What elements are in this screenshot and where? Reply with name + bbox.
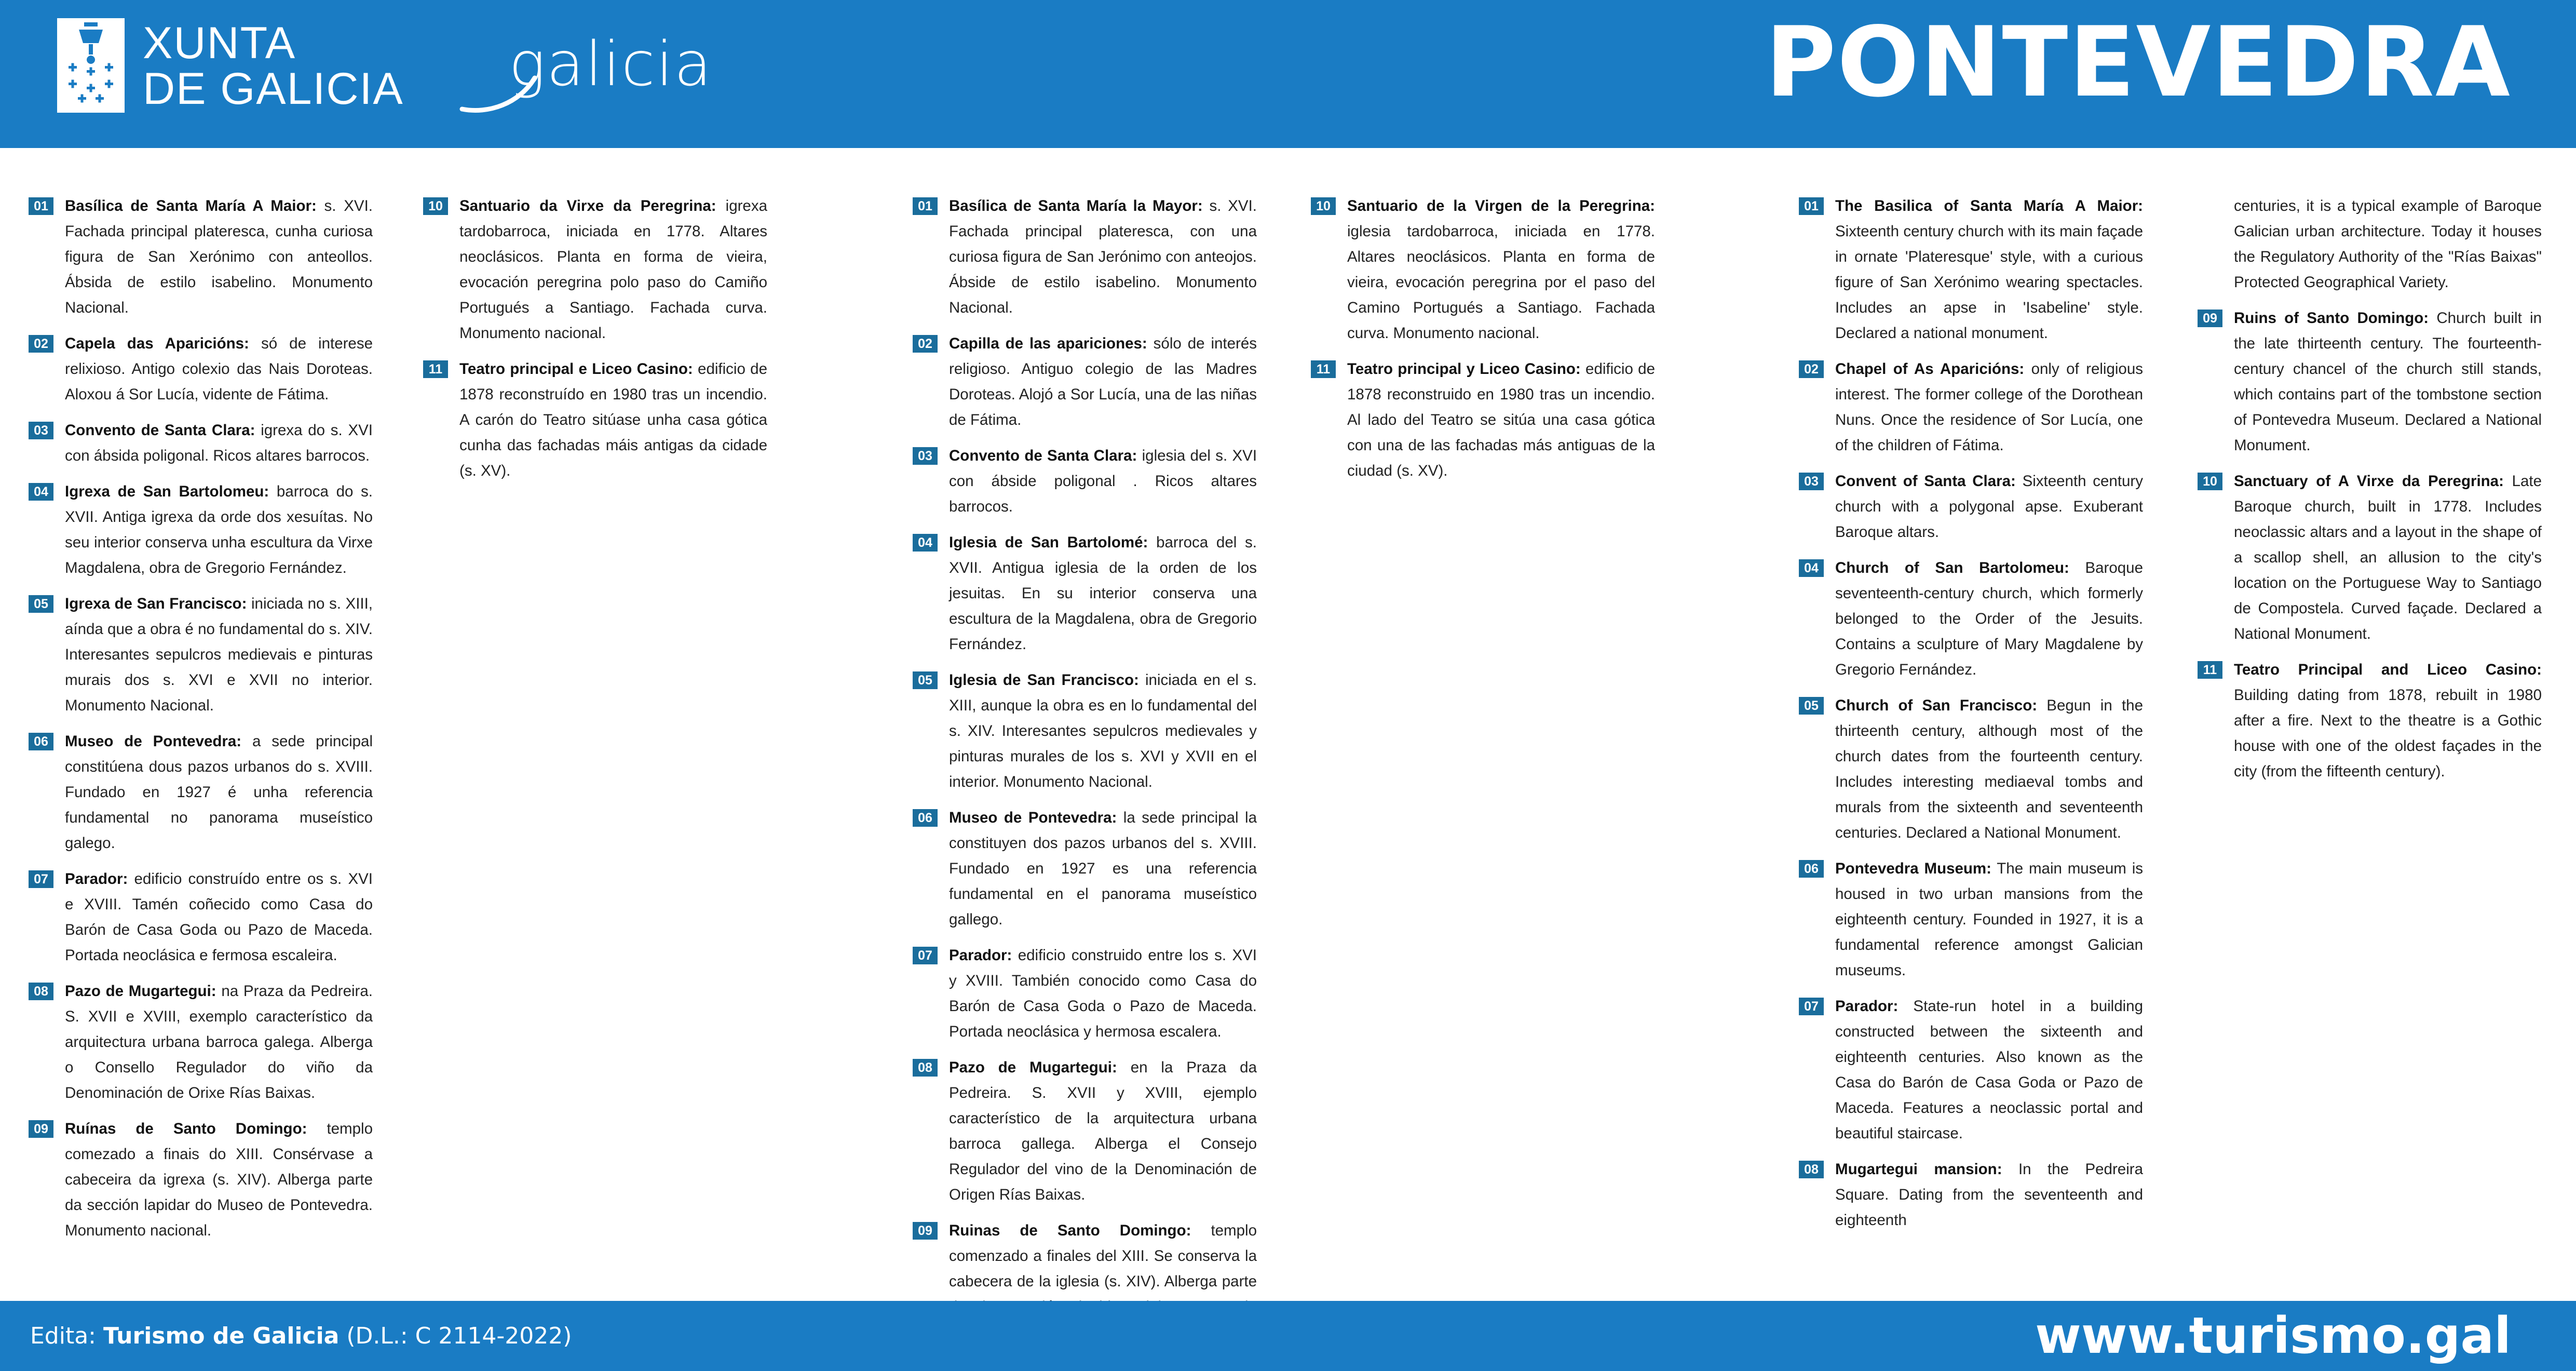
entry-name: Parador:: [949, 947, 1012, 964]
entry-number-badge: 05: [913, 671, 938, 689]
entry-description: iglesia tardobarroca, iniciada en 1778. Altares neoclásicos. Planta en forma de vieira, evocación peregrina por el paso del Camino Portugués a Santiago. Fachada curva. Monumento nacional.: [1347, 223, 1655, 342]
column-galician-2: [423, 193, 767, 494]
entry-name: Basílica de Santa María A Maior:: [65, 197, 317, 214]
entry-description: The main museum is housed in two urban mansions from the eighteenth century. Founded in 1927, it is a fundamental reference amongst Galician museums.: [1835, 860, 2143, 979]
entry-description: barroca del s. XVII. Antigua iglesia de la orden de los jesuitas. En su interior conserva una escultura de la Magdalena, obra de Gregorio Fernández.: [949, 534, 1257, 653]
entry-description: la sede principal la constituyen dos pazos urbanos del s. XVIII. Fundado en 1927 es una referencia fundamental en el panorama museístico gallego.: [949, 809, 1257, 928]
entry-number-badge: 06: [29, 733, 53, 750]
monument-entry: [1311, 356, 1655, 483]
monument-entry: [29, 193, 373, 320]
monument-entry: [1311, 193, 1655, 346]
entry-name: Basílica de Santa María la Mayor:: [949, 197, 1203, 214]
entry-name: Church of San Bartolomeu:: [1835, 559, 2069, 576]
monument-entry: [1799, 856, 2143, 983]
entry-number-badge: 01: [1799, 197, 1824, 215]
entry-description: s. XVI. Fachada principal plateresca, cunha curiosa figura de San Xerónimo con anteollos. Ábsida de estilo isabelino. Monumento Nacional.: [65, 197, 373, 316]
monument-entry: [29, 418, 373, 468]
entry-name: Teatro principal e Liceo Casino:: [459, 360, 693, 378]
entry-description: igrexa tardobarroca, iniciada en 1778. Altares neoclásicos. Planta en forma de vieira, evocación peregrina polo paso do Camiño Portugués a Santiago. Fachada curva. Monumento nacional.: [459, 197, 767, 342]
entry-number-badge: 04: [913, 534, 938, 552]
entry-number-badge: 06: [913, 809, 938, 827]
entry-description: iglesia del s. XVI con ábside poligonal . Ricos altares barrocos.: [949, 447, 1257, 515]
entry-description: barroca do s. XVII. Antiga igrexa da orde dos xesuítas. No seu interior conserva unha escultura da Virxe Magdalena, obra de Gregorio Fernández.: [65, 483, 373, 576]
entry-number-badge: 03: [913, 447, 938, 465]
monument-entry: [913, 805, 1257, 932]
column-english-2: [2198, 193, 2542, 795]
footer-legal: (D.L.: C 2114-2022): [339, 1323, 572, 1349]
entry-name: Chapel of As Aparicións:: [1835, 360, 2025, 378]
entry-name: Capilla de las apariciones:: [949, 335, 1147, 352]
entry-description: templo comenzado a finales del XIII. Se conserva la cabecera de la iglesia (s. XIV). Alberga parte: [949, 1222, 1257, 1290]
xunta-logo-text: [143, 20, 404, 112]
entry-description: only of religious interest. The former college of the Dorothean Nuns. Once the residence of Sor Lucía, one of the children of Fátima.: [1835, 360, 2143, 454]
monument-entry: [1799, 193, 2143, 346]
column-galician-1: [29, 193, 373, 1254]
entry-number-badge: 03: [29, 422, 53, 439]
entry-name: Parador:: [1835, 998, 1899, 1015]
entry-name: Pazo de Mugartegui:: [65, 983, 216, 1000]
entry-number-badge: 08: [913, 1059, 938, 1077]
entry-number-badge: 07: [913, 947, 938, 964]
monument-entry: [2198, 193, 2542, 295]
entry-name: Teatro principal y Liceo Casino:: [1347, 360, 1581, 378]
entry-name: Igrexa de San Francisco:: [65, 595, 247, 612]
entry-number-badge: 02: [1799, 360, 1824, 378]
page-title: PONTEVEDRA: [1765, 6, 2511, 118]
monument-entry: [1799, 693, 2143, 845]
galicia-brand-text: galicia: [509, 28, 713, 100]
monument-entry: [423, 356, 767, 483]
entry-name: Santuario da Virxe da Peregrina:: [459, 197, 716, 214]
entry-name: Pazo de Mugartegui:: [949, 1059, 1117, 1076]
entry-description: In the Pedreira Square. Dating from the seventeenth and eighteenth: [1835, 1161, 2143, 1229]
entry-description: en la Praza da Pedreira. S. XVII y XVIII, ejemplo característico de la arquitectura urbana barroca gallega. Alberga el Consejo Regulador del vino de la Denominación de Origen Rías Baixas.: [949, 1059, 1257, 1203]
monument-entry: [2198, 657, 2542, 784]
entry-description: s. XVI. Fachada principal plateresca, con una curiosa figura de San Jerónimo con anteojos. Ábside de estilo isabelino. Monumento Nacional.: [949, 197, 1257, 316]
monument-entry: [1799, 356, 2143, 458]
entry-description: Late Baroque church, built in 1778. Includes neoclassic altars and a layout in the shape of a scallop shell, an allusion to the city's location on the Portuguese Way to Santiago de Compostela. Curved façade. Declared a National Monument.: [2234, 473, 2542, 642]
entry-number-badge: 05: [1799, 697, 1824, 715]
entry-description: igrexa do s. XVI con ábsida poligonal. Ricos altares barrocos.: [65, 422, 373, 464]
entry-name: Ruínas de Santo Domingo:: [65, 1120, 307, 1137]
entry-name: Iglesia de San Francisco:: [949, 671, 1139, 689]
entry-number-badge: 10: [423, 197, 448, 215]
monument-entry: [29, 1116, 373, 1243]
entry-description: a sede principal constitúena dous pazos urbanos do s. XVIII. Fundado en 1927 é unha referencia fundamental no panorama museístico galego.: [65, 733, 373, 852]
entry-name: Mugartegui mansion:: [1835, 1161, 2002, 1178]
footer-website-link[interactable]: www.turismo.gal: [2035, 1307, 2511, 1365]
entry-description: na Praza da Pedreira. S. XVII e XVIII, exemplo característico da arquitectura urbana barroca galega. Alberga o Consello Regulador do viño da Denominación de Orixe Rías Baixas.: [65, 983, 373, 1101]
monument-entry: [29, 866, 373, 968]
entry-description: Church built in the late thirteenth century. The fourteenth-century chancel of the church still stands, which contains part of the tombstone section of Pontevedra Museum. Declared a National Monument.: [2234, 310, 2542, 454]
entry-number-badge: 09: [913, 1222, 938, 1240]
monument-entry: [2198, 305, 2542, 458]
footer-edit-prefix: Edita:: [30, 1323, 103, 1349]
monument-entry: [29, 978, 373, 1106]
monument-entry: [913, 193, 1257, 320]
entry-name: Convento de Santa Clara:: [949, 447, 1137, 464]
monument-entry: [913, 331, 1257, 433]
entry-name: Iglesia de San Bartolomé:: [949, 534, 1148, 551]
monument-entry: [423, 193, 767, 346]
entry-description: templo comezado a finais do XIII. Consérvase a cabeceira da igrexa (s. XIV). Alberga parte da sección lapidar do Museo de Pontevedra. Monumento nacional.: [65, 1120, 373, 1239]
entry-description: edificio construido entre los s. XVI y XVIII. También conocido como Casa do Barón de Casa Goda o Pazo de Maceda. Portada neoclásica y hermosa escalera.: [949, 947, 1257, 1040]
monument-entry: [913, 1055, 1257, 1207]
entry-description: sólo de interés religioso. Antiguo colegio de las Madres Doroteas. Alojó a Sor Lucía, una de las niñas de Fátima.: [949, 335, 1257, 428]
entry-number-badge: 05: [29, 595, 53, 613]
entry-name: Sanctuary of A Virxe da Peregrina:: [2234, 473, 2504, 490]
entry-name: Capela das Aparicións:: [65, 335, 249, 352]
entry-name: Museo de Pontevedra:: [65, 733, 242, 750]
entry-number-badge: 11: [1311, 360, 1336, 378]
monument-entry: [29, 479, 373, 581]
entry-number-badge: 09: [2198, 310, 2222, 327]
entry-name: Teatro Principal and Liceo Casino:: [2234, 661, 2542, 678]
footer-credits: [30, 1301, 572, 1371]
monument-entry: [913, 530, 1257, 657]
galicia-brand-logo[interactable]: [457, 26, 713, 119]
entry-description: iniciada en el s. XIII, aunque la obra es en lo fundamental del s. XIV. Interesantes sepulcros medievales y pinturas murales de los s. XVI y XVII en el interior. Monumento Nacional.: [949, 671, 1257, 790]
entry-description: edificio construído entre os s. XVI e XVIII. Tamén coñecido como Casa do Barón de Casa Goda ou Pazo de Maceda. Portada neoclásica e fermosa escaleira.: [65, 870, 373, 964]
column-english-1: [1799, 193, 2143, 1243]
monument-entry: [913, 667, 1257, 795]
entry-description: Begun in the thirteenth century, although most of the church dates from the fourteenth century. Includes interesting mediaeval tombs and murals from the sixteenth and seventeenth centuries. Declared a National Monument.: [1835, 697, 2143, 841]
entry-description: iniciada no s. XIII, aínda que a obra é no fundamental do s. XIV. Interesantes sepulcros medievais e pinturas murais dos s. XVI e XVII no interior. Monumento Nacional.: [65, 595, 373, 714]
entry-name: Ruinas de Santo Domingo:: [949, 1222, 1191, 1239]
entry-name: Convent of Santa Clara:: [1835, 473, 2016, 490]
footer-bar: [0, 1301, 2576, 1371]
monument-entry: [1799, 1157, 2143, 1233]
entry-number-badge: 01: [29, 197, 53, 215]
entry-name: Church of San Francisco:: [1835, 697, 2038, 714]
monument-entry: [1799, 468, 2143, 545]
entry-description: Sixteenth century church with its main façade in ornate 'Plateresque' style, with a curious figure of San Xerónimo wearing spectacles. Includes an apse in 'Isabeline' style. Declared a national monument.: [1835, 223, 2143, 342]
entry-number-badge: 07: [1799, 998, 1824, 1015]
entry-description: Baroque seventeenth-century church, which formerly belonged to the Order of the Jesuits. Contains a sculpture of Mary Magdalene by Gregorio Fernández.: [1835, 559, 2143, 678]
entry-name: Pontevedra Museum:: [1835, 860, 1991, 877]
xunta-logo[interactable]: [57, 18, 404, 117]
entry-name: Convento de Santa Clara:: [65, 422, 255, 439]
monument-entry: [29, 591, 373, 718]
entry-number-badge: 07: [29, 870, 53, 888]
entry-number-badge: 04: [29, 483, 53, 501]
entry-description: só de interese relixioso. Antigo colexio das Nais Doroteas. Aloxou á Sor Lucía, vidente de Fátima.: [65, 335, 373, 403]
entry-number-badge: 09: [29, 1120, 53, 1138]
entry-description: edificio de 1878 reconstruído en 1980 tras un incendio. A carón do Teatro sitúase unha casa gótica cunha das fachadas máis antigas da cidade (s. XV).: [459, 360, 767, 479]
entry-name: Santuario de la Virgen de la Peregrina:: [1347, 197, 1655, 214]
xunta-logo-line2: DE GALICIA: [143, 64, 404, 114]
entry-name: Igrexa de San Bartolomeu:: [65, 483, 269, 500]
entry-name: Museo de Pontevedra:: [949, 809, 1117, 826]
footer-publisher: Turismo de Galicia: [103, 1323, 340, 1349]
entry-number-badge: 10: [1311, 197, 1336, 215]
monument-entry: [913, 943, 1257, 1044]
entry-number-badge: 08: [1799, 1161, 1824, 1178]
entry-description: State-run hotel in a building constructed between the sixteenth and eighteenth centuries. Also known as the Casa do Barón de Casa Goda or Pazo de Maceda. Features a neoclassic portal and beautiful staircase.: [1835, 998, 2143, 1142]
entry-number-badge: 02: [29, 335, 53, 353]
entry-number-badge: 01: [913, 197, 938, 215]
header-bar: [0, 0, 2576, 148]
entry-name: Parador:: [65, 870, 128, 888]
entry-number-badge: 06: [1799, 860, 1824, 878]
monument-entry: [29, 729, 373, 856]
entry-name: The Basilica of Santa María A Maior:: [1835, 197, 2143, 214]
column-spanish-2: [1311, 193, 1655, 494]
monument-entry: [1799, 555, 2143, 682]
entry-number-badge: 03: [1799, 473, 1824, 490]
entry-number-badge: 11: [423, 360, 448, 378]
monument-entry: [2198, 468, 2542, 647]
entry-number-badge: 08: [29, 983, 53, 1000]
monument-entry: [29, 331, 373, 407]
entry-description: centuries, it is a typical example of Baroque Galician urban architecture. Today it houses the Regulatory Authority of the "Rías Baixas" Protected Geographical Variety.: [2234, 197, 2542, 291]
entry-number-badge: 10: [2198, 473, 2222, 490]
entry-name: Ruins of Santo Domingo:: [2234, 310, 2429, 327]
entry-description: Sixteenth century church with a polygonal apse. Exuberant Baroque altars.: [1835, 473, 2143, 541]
galicia-shield-icon: [57, 18, 125, 113]
monument-entry: [1799, 993, 2143, 1146]
entry-description: edificio de 1878 reconstruido en 1980 tras un incendio. Al lado del Teatro se sitúa una casa gótica con una de las fachadas más antiguas de la ciudad (s. XV).: [1347, 360, 1655, 479]
monument-entry: [913, 443, 1257, 519]
column-spanish-1: [913, 193, 1257, 1355]
entry-number-badge: 04: [1799, 559, 1824, 577]
entry-number-badge: 11: [2198, 661, 2222, 679]
xunta-logo-line1: XUNTA: [143, 18, 296, 68]
entry-number-badge: 02: [913, 335, 938, 353]
entry-description: Building dating from 1878, rebuilt in 1980 after a fire. Next to the theatre is a Gothic house with one of the oldest façades in the city (from the fifteenth century).: [2234, 687, 2542, 780]
